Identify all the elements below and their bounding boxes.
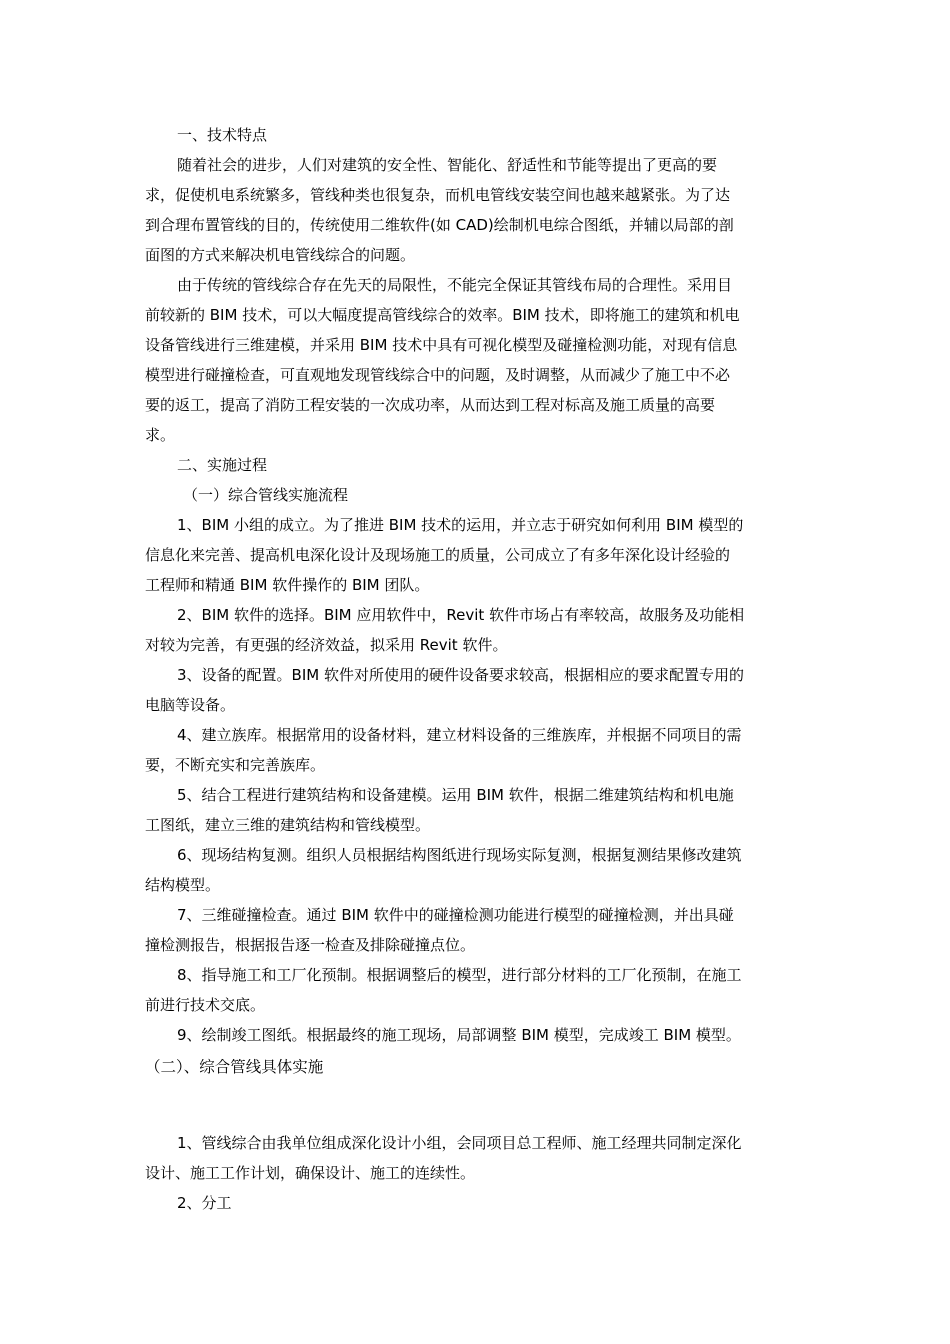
blank-space	[145, 1084, 810, 1128]
paragraph-line: 电脑等设备。	[145, 696, 236, 714]
paragraph-line: 7、三维碰撞检查。通过 BIM 软件中的碰撞检测功能进行模型的碰撞检测，并出具碰	[177, 906, 734, 924]
paragraph	[145, 150, 810, 270]
paragraph-line: 结构模型。	[145, 876, 221, 894]
paragraph	[145, 270, 810, 450]
paragraph-line: 6、现场结构复测。组织人员根据结构图纸进行现场实际复测，根据复测结果修改建筑	[177, 846, 742, 864]
list-item	[145, 600, 810, 660]
paragraph-line: 3、设备的配置。BIM 软件对所使用的硬件设备要求较高，根据相应的要求配置专用的	[177, 666, 744, 684]
list-item	[145, 1128, 810, 1188]
paragraph-line: 4、建立族库。根据常用的设备材料，建立材料设备的三维族库，并根据不同项目的需	[177, 726, 742, 744]
subsection-heading: （一）综合管线实施流程	[183, 486, 349, 504]
list-item	[145, 1020, 810, 1050]
list-item	[145, 720, 810, 780]
document-body	[145, 120, 810, 1218]
list-item	[145, 900, 810, 960]
paragraph-line: 前进行技术交底。	[145, 996, 266, 1014]
paragraph-line: 撞检测报告，根据报告逐一检查及排除碰撞点位。	[145, 936, 476, 954]
list-item	[145, 1188, 810, 1218]
paragraph-line: 模型进行碰撞检查，可直观地发现管线综合中的问题，及时调整，从而减少了施工中不必	[145, 366, 731, 384]
list-item	[145, 510, 810, 600]
paragraph-line: 对较为完善，有更强的经济效益，拟采用 Revit 软件。	[145, 636, 508, 654]
paragraph-line: 1、管线综合由我单位组成深化设计小组，会同项目总工程师、施工经理共同制定深化	[177, 1134, 742, 1152]
paragraph-line: 要的返工，提高了消防工程安装的一次成功率，从而达到工程对标高及施工质量的高要	[145, 396, 716, 414]
paragraph-line: 求。	[145, 426, 176, 444]
paragraph-line: 1、BIM 小组的成立。为了推进 BIM 技术的运用，并立志于研究如何利用 BIM 模型的	[177, 516, 744, 534]
paragraph-line: 2、分工	[177, 1194, 232, 1212]
paragraph-line: 要，不断充实和完善族库。	[145, 756, 326, 774]
section-heading: 一、技术特点	[177, 126, 268, 144]
list-item	[145, 960, 810, 1020]
paragraph-line: 2、BIM 软件的选择。BIM 应用软件中，Revit 软件市场占有率较高，故服务及功能相	[177, 606, 745, 624]
paragraph-line: 5、结合工程进行建筑结构和设备建模。运用 BIM 软件，根据二维建筑结构和机电施	[177, 786, 734, 804]
paragraph-line: 设计、施工工作计划，确保设计、施工的连续性。	[145, 1164, 476, 1182]
paragraph-line: 工程师和精通 BIM 软件操作的 BIM 团队。	[145, 576, 430, 594]
list-item	[145, 780, 810, 840]
paragraph-line: 面图的方式来解决机电管线综合的问题。	[145, 246, 416, 264]
paragraph-line: 工图纸，建立三维的建筑结构和管线模型。	[145, 816, 431, 834]
paragraph-line: 9、绘制竣工图纸。根据最终的施工现场，局部调整 BIM 模型，完成竣工 BIM 模型。	[177, 1026, 741, 1044]
paragraph-line: 信息化来完善、提高机电深化设计及现场施工的质量，公司成立了有多年深化设计经验的	[145, 546, 731, 564]
paragraph-line: 到合理布置管线的目的，传统使用二维软件(如 CAD)绘制机电综合图纸，并辅以局部的剖	[145, 216, 734, 234]
paragraph-line: 设备管线进行三维建模，并采用 BIM 技术中具有可视化模型及碰撞检测功能，对现有信息	[145, 336, 738, 354]
section-heading: （二）、综合管线具体实施	[145, 1058, 324, 1076]
paragraph-line: 8、指导施工和工厂化预制。根据调整后的模型，进行部分材料的工厂化预制，在施工	[177, 966, 742, 984]
paragraph-line: 求，促使机电系统繁多，管线种类也很复杂，而机电管线安装空间也越来越紧张。为了达	[145, 186, 731, 204]
list-item	[145, 840, 810, 900]
paragraph-line: 随着社会的进步，人们对建筑的安全性、智能化、舒适性和节能等提出了更高的要	[177, 156, 718, 174]
section-heading: 二、实施过程	[177, 456, 268, 474]
paragraph-line: 由于传统的管线综合存在先天的局限性，不能完全保证其管线布局的合理性。采用目	[177, 276, 733, 294]
list-item	[145, 660, 810, 720]
paragraph-line: 前较新的 BIM 技术，可以大幅度提高管线综合的效率。BIM 技术，即将施工的建筑和机电	[145, 306, 740, 324]
